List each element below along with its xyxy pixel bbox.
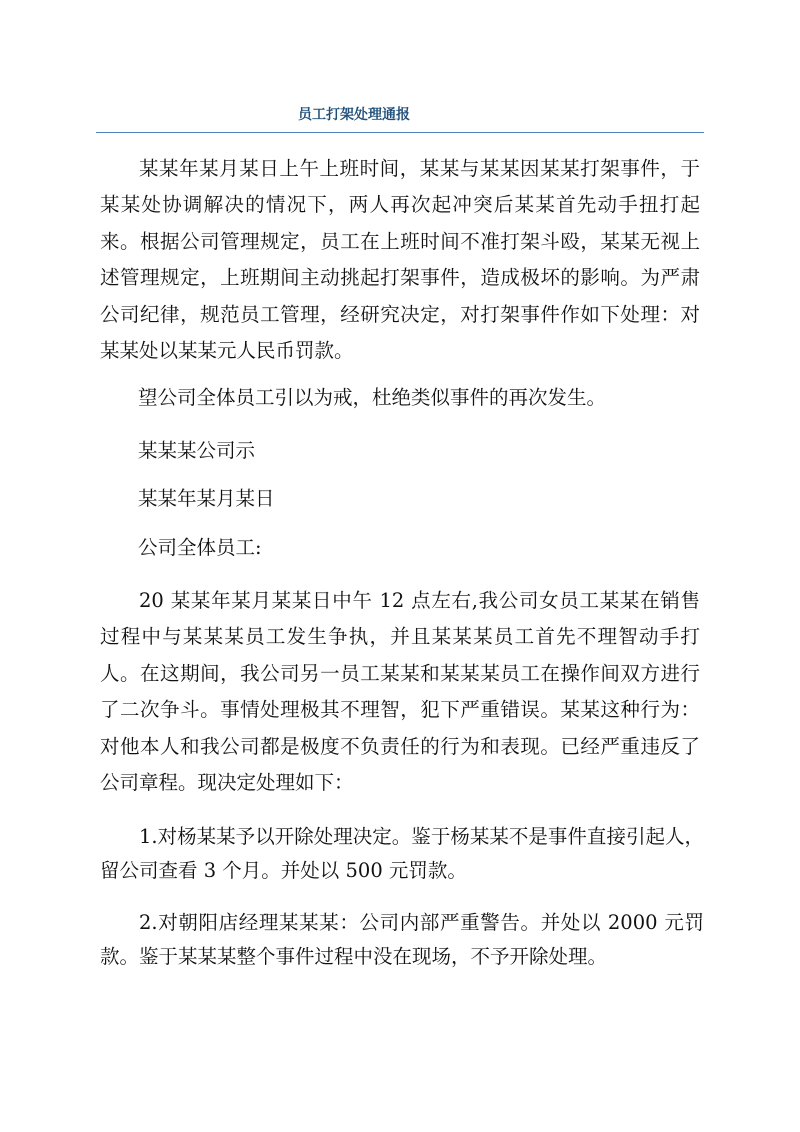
signature-date: 某某年某月某日 xyxy=(138,487,275,510)
document-title: 员工打架处理通报 xyxy=(298,107,410,123)
decision-item-2: 2.对朝阳店经理某某某：公司内部严重警告。并处以 2000 元罚款。鉴于某某某整个事件过程中没在现场，不予开除处理。 xyxy=(100,911,704,968)
paragraph-incident-1: 某某年某月某日上午上班时间，某某与某某因某某打架事件，于某某处协调解决的情况下，两人再次起冲突后某某首先动手扭打起来。根据公司管理规定，员工在上班时间不准打架斗殴，某某无视上述管理规定，上班期间主动挑起打架事件，造成极坏的影响。为严肃公司纪律，规范员工管理，经研究决定，对打架事件作如下处理：对某某处以某某元人民币罚款。 xyxy=(100,157,700,363)
salutation: 公司全体员工: xyxy=(138,536,262,559)
header-divider xyxy=(96,132,704,133)
paragraph-warning: 望公司全体员工引以为戒，杜绝类似事件的再次发生。 xyxy=(138,386,607,409)
signature-company: 某某某公司示 xyxy=(138,439,256,462)
decision-item-1: 1.对杨某某予以开除处理决定。鉴于杨某某不是事件直接引起人，留公司查看 3 个月。并处以 500 元罚款。 xyxy=(100,825,704,882)
paragraph-incident-2: 20 某某年某月某某日中午 12 点左右,我公司女员工某某在销售过程中与某某某员工发生争执，并且某某某员工首先不理智动手打人。在这期间，我公司另一员工某某和某某某员工在操作间双方进行了二次争斗。事情处理极其不理智，犯下严重错误。某某这种行为：对他本人和我公司都是极度不负责任的行为和表现。已经严重违反了公司章程。现决定处理如下： xyxy=(100,589,700,795)
